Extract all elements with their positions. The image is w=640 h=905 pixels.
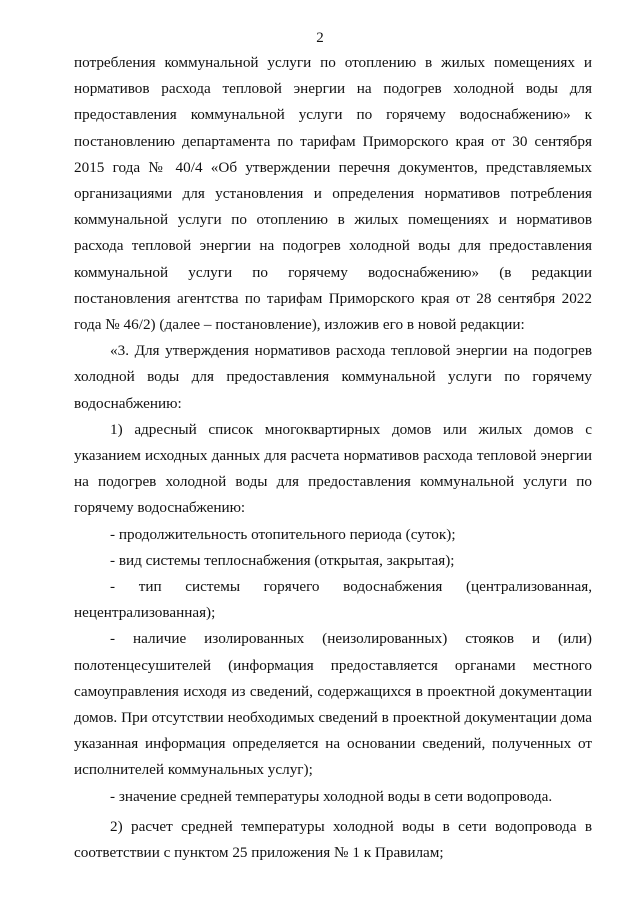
page-number: 2 [316, 30, 324, 46]
list-item-cold-water-temperature: - значение средней температуры холодной воды в сети водопровода. [110, 787, 553, 805]
paragraph-clause-3: «3. Для утверждения нормативов расхода тепловой энергии на подогрев холодной воды для предоставления коммунальной услуги по горячему водоснабжению: [74, 342, 592, 412]
paragraph-item-1: 1) адресный список многоквартирных домов или жилых домов с указанием исходных данных для расчета нормативов расхода тепловой энергии на подогрев холодной воды для предоставления коммунальной услуги по горячему водоснабжению: [74, 420, 592, 517]
document-body [74, 50, 592, 866]
list-item-insulated-risers: - наличие изолированных (неизолированных) стояков и (или) полотенцесушителей (информация предоставляется органами местного самоуправления исходя из сведений, содержащихся в проектной документации домов. При отсутствии необходимых сведений в проектной документации дома указанная информация определяется на основании сведений, полученных от исполнителей коммунальных услуг); [74, 630, 592, 779]
list-item-heating-period: - продолжительность отопительного периода (суток); [110, 525, 456, 543]
list-item-heat-supply-type: - вид системы теплоснабжения (открытая, закрытая); [110, 551, 455, 569]
paragraph-item-2: 2) расчет средней температуры холодной воды в сети водопровода в соответствии с пунктом 25 приложения № 1 к Правилам; [74, 817, 592, 862]
list-item-hot-water-system-type: - тип системы горячего водоснабжения (централизованная, нецентрализованная); [74, 578, 592, 622]
paragraph-continuation: потребления коммунальной услуги по отоплению в жилых помещениях и нормативов расхода тепловой энергии на подогрев холодной воды для предоставления коммунальной услуги по горячему водоснабжению» к постановлению департамента по тарифам Приморского края от 30 сентября 2015 года № 40/4 «Об утверждении перечня документов, представляемых организациями для установления и определения нормативов потребления коммунальной услуги по отоплению в жилых помещениях и нормативов расхода тепловой энергии на подогрев холодной воды для предоставления коммунальной услуги по горячему водоснабжению» (в редакции постановления агентства по тарифам Приморского края от 28 сентября 2022 года № 46/2) (далее – постановление), изложив его в новой редакции: [74, 54, 592, 334]
